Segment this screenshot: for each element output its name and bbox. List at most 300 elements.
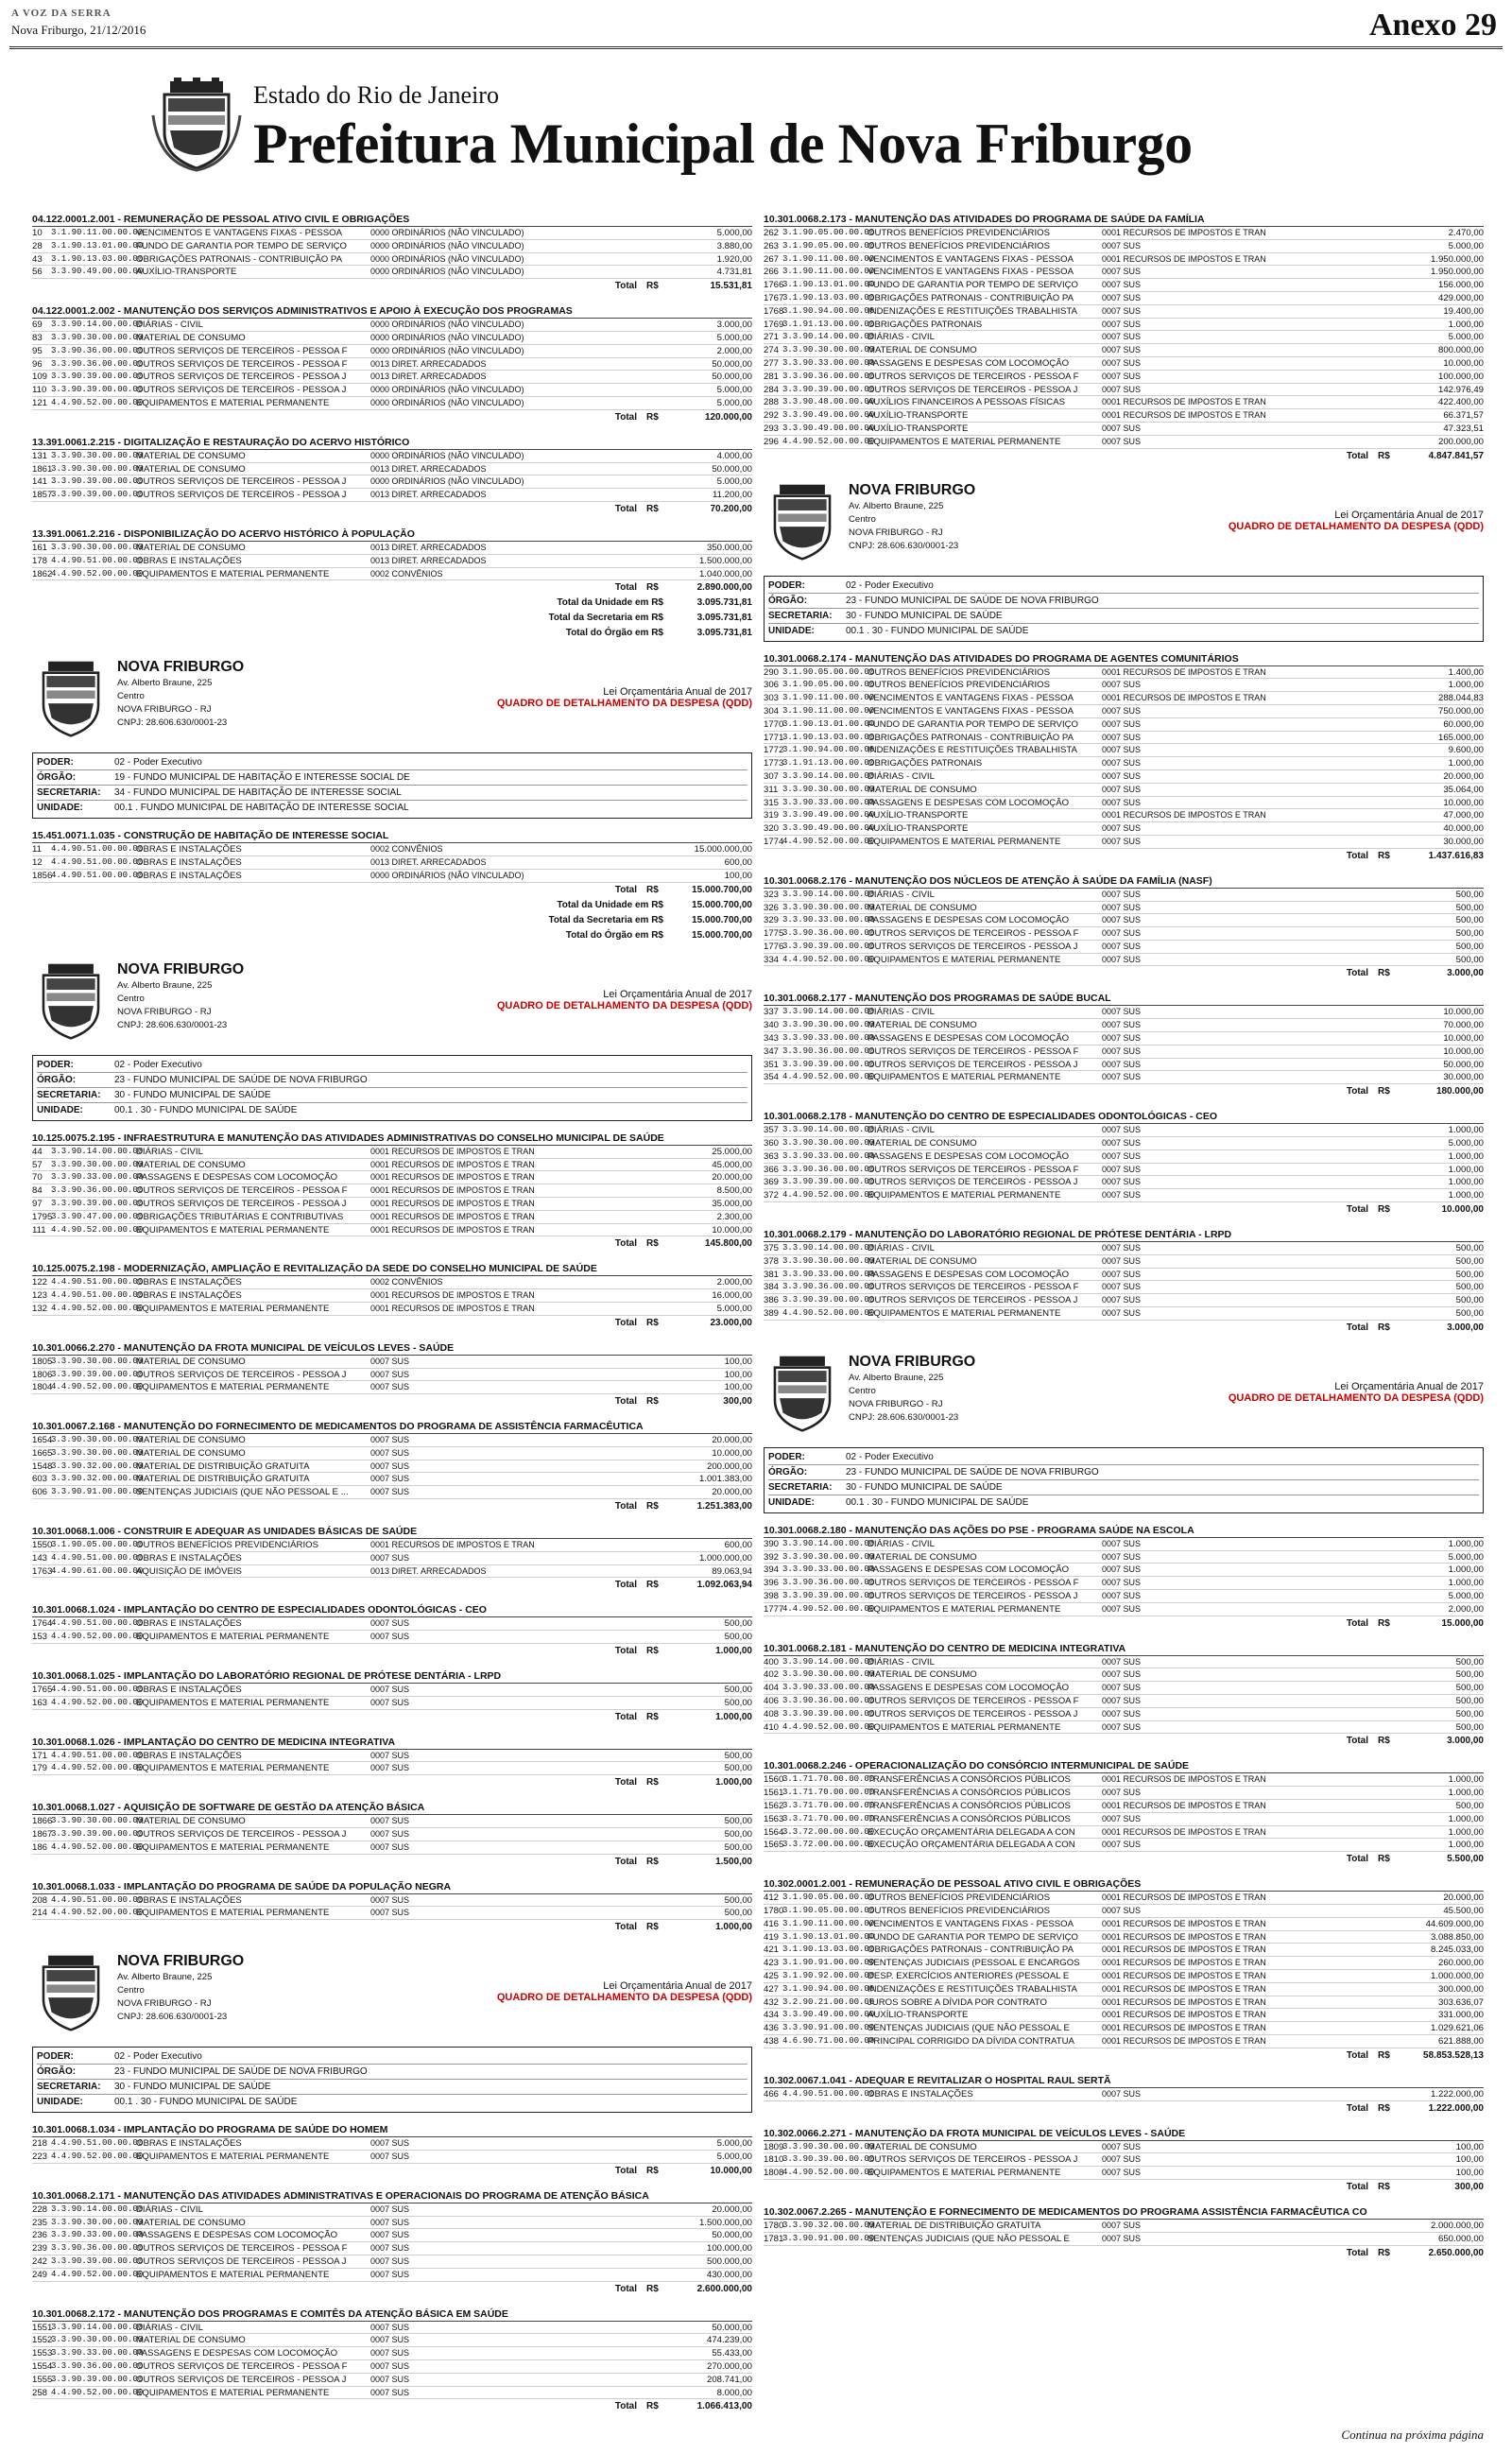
budget-section — [32, 527, 752, 641]
table-row — [764, 784, 1484, 797]
section-total — [764, 2048, 1484, 2064]
amount: 1.029.621,06 — [1430, 2023, 1484, 2034]
row-number: 343 — [764, 1033, 780, 1045]
table-row — [764, 409, 1484, 423]
funding-source: 0007 SUS — [1102, 1020, 1142, 1030]
row-number: 171 — [32, 1750, 48, 1761]
funding-source: 0007 SUS — [1102, 1813, 1142, 1823]
expense-description: EQUIPAMENTOS E MATERIAL PERMANENTE — [868, 1603, 1061, 1615]
funding-source: 0002 CONVÊNIOS — [370, 844, 443, 855]
expense-description: MATERIAL DE CONSUMO — [868, 1138, 977, 1149]
expense-description: EQUIPAMENTOS E MATERIAL PERMANENTE — [868, 2168, 1061, 2179]
table-row — [32, 1815, 752, 1828]
funding-source: 0007 SUS — [1102, 2168, 1142, 2178]
funding-source: 0007 SUS — [1102, 267, 1142, 277]
expense-class: 3.3.90.30.00.00.00 — [51, 542, 144, 552]
expense-class: 3.3.90.33.00.00.00 — [782, 1683, 875, 1693]
row-number: 410 — [764, 1721, 780, 1733]
total-label: Total — [614, 1777, 637, 1789]
funding-source: 0007 SUS — [370, 2230, 410, 2240]
expense-description: OBRAS E INSTALAÇÕES — [868, 2088, 973, 2100]
amount: 1.000,00 — [1448, 1564, 1484, 1576]
amount: 10.000,00 — [1443, 1046, 1484, 1057]
row-number: 69 — [32, 320, 43, 331]
amount: 500,00 — [724, 1697, 752, 1708]
funding-source: 0001 RECURSOS DE IMPOSTOS E TRAN — [1102, 397, 1266, 407]
table-row — [32, 345, 752, 358]
expense-description: EQUIPAMENTOS E MATERIAL PERMANENTE — [868, 1721, 1061, 1733]
table-row — [764, 1813, 1484, 1826]
expense-description: OUTROS BENEFÍCIOS PREVIDENCIÁRIOS — [868, 240, 1050, 251]
expense-description: OUTROS SERVIÇOS DE TERCEIROS - PESSOA J — [136, 1829, 347, 1840]
funding-source: 0007 SUS — [1102, 1164, 1142, 1174]
expense-description: OUTROS SERVIÇOS DE TERCEIROS - PESSOA J — [868, 941, 1078, 952]
section-title: 10.301.0068.1.027 - AQUISIÇÃO DE SOFTWARE DE GESTÃO DA ATENÇÃO BÁSICA — [32, 1800, 752, 1815]
expense-class: 3.3.90.39.00.00.00 — [782, 1059, 875, 1069]
municipality-name: NOVA FRIBURGO — [117, 659, 245, 676]
expense-description: EQUIPAMENTOS E MATERIAL PERMANENTE — [868, 1308, 1061, 1320]
row-number: 1805 — [32, 1356, 53, 1367]
row-number: 357 — [764, 1125, 780, 1136]
total-label: Total — [614, 884, 637, 895]
table-row — [764, 1307, 1484, 1321]
section-title: 10.125.0075.2.198 - MODERNIZAÇÃO, AMPLIAÇÃO E REVITALIZAÇÃO DA SEDE DO CONSELHO MUNICIPAL DE SAÚDE — [32, 1261, 752, 1276]
secretaria-line-value: 30 - FUNDO MUNICIPAL DE SAÚDE — [114, 2082, 271, 2093]
amount: 10.000,00 — [1443, 1007, 1484, 1018]
expense-description: AUXÍLIO-TRANSPORTE — [868, 823, 969, 835]
amount: 100.000,00 — [706, 2243, 752, 2255]
amount: 1.222.000,00 — [1430, 2088, 1484, 2100]
section-total — [764, 2101, 1484, 2117]
district: Centro — [117, 691, 145, 702]
row-number: 1810 — [764, 2154, 784, 2166]
amount: 10.000,00 — [712, 1447, 752, 1459]
funding-source: 0007 SUS — [370, 1697, 410, 1707]
funding-source: 0001 RECURSOS DE IMPOSTOS E TRAN — [1102, 693, 1266, 703]
expense-description: OUTROS SERVIÇOS DE TERCEIROS - PESSOA F — [136, 2361, 348, 2372]
funding-source: 0000 ORDINÁRIOS (NÃO VINCULADO) — [370, 450, 524, 460]
poder-line — [768, 579, 1479, 594]
table-row — [764, 1164, 1484, 1177]
expense-description: OUTROS SERVIÇOS DE TERCEIROS - PESSOA J — [136, 490, 347, 501]
table-row — [764, 692, 1484, 705]
amount: 750.000,00 — [1437, 705, 1484, 717]
expense-class: 3.3.90.33.00.00.00 — [51, 2230, 144, 2240]
expense-class: 4.4.90.51.00.00.00 — [51, 1618, 144, 1629]
expense-description: MATERIAL DE CONSUMO — [868, 902, 977, 913]
expense-class: 3.1.90.11.00.00.00 — [782, 253, 875, 264]
currency: R$ — [646, 582, 659, 594]
section-title: 15.451.0071.1.035 - CONSTRUÇÃO DE HABITAÇÃO DE INTERESSE SOCIAL — [32, 828, 752, 843]
expense-description: EQUIPAMENTOS E MATERIAL PERMANENTE — [136, 397, 330, 408]
row-number: 347 — [764, 1046, 780, 1057]
funding-source: 0007 SUS — [1102, 1683, 1142, 1693]
secretaria-line — [37, 1088, 747, 1103]
district: Centro — [117, 1985, 145, 1996]
expense-class: 3.3.71.70.00.00.00 — [782, 1800, 875, 1810]
table-row — [764, 1150, 1484, 1164]
funding-source: 0001 RECURSOS DE IMPOSTOS E TRAN — [1102, 1931, 1266, 1942]
expense-description: SENTENÇAS JUDICIAIS (PESSOAL E ENCARGOS — [868, 1958, 1080, 1969]
expense-class: 3.3.90.39.00.00.00 — [51, 385, 144, 395]
row-number: 1560 — [764, 1774, 784, 1786]
expense-description: EQUIPAMENTOS E MATERIAL PERMANENTE — [136, 1632, 330, 1643]
section-total — [32, 410, 752, 425]
expense-description: OUTROS SERVIÇOS DE TERCEIROS - PESSOA J — [136, 2374, 347, 2385]
funding-source: 0007 SUS — [1102, 1578, 1142, 1588]
table-row — [32, 1198, 752, 1211]
table-row — [32, 1907, 752, 1920]
expense-class: 4.4.90.52.00.00.00 — [51, 1697, 144, 1707]
expense-class: 3.3.90.30.00.00.00 — [782, 784, 875, 794]
coat-of-arms-icon — [32, 1952, 110, 2033]
expense-description: TRANSFERÊNCIAS A CONSÓRCIOS PÚBLICOS — [868, 1813, 1071, 1824]
row-number: 320 — [764, 823, 780, 835]
expense-class: 3.3.90.36.00.00.00 — [51, 1185, 144, 1196]
expense-class: 3.3.72.00.00.00.00 — [782, 1826, 875, 1837]
expense-description: DIÁRIAS - CIVIL — [868, 1007, 935, 1018]
budget-law — [497, 658, 752, 743]
funding-source: 0000 ORDINÁRIOS (NÃO VINCULADO) — [370, 320, 524, 330]
total-amount: 2.650.000,00 — [1428, 2247, 1484, 2258]
grand-total-label: Total da Secretaria em R$ — [548, 613, 663, 624]
funding-source: 0007 SUS — [370, 1447, 410, 1458]
expense-description: DIÁRIAS - CIVIL — [868, 1243, 935, 1254]
expense-class: 3.1.90.13.03.00.00 — [782, 1944, 875, 1955]
amount: 1.000,00 — [1448, 1813, 1484, 1824]
funding-source: 0007 SUS — [370, 1750, 410, 1760]
expense-description: DESP. EXERCÍCIOS ANTERIORES (PESSOAL E — [868, 1970, 1070, 1981]
district: Centro — [849, 513, 876, 525]
funding-source: 0007 SUS — [370, 1841, 410, 1852]
section-title: 10.301.0068.2.177 - MANUTENÇÃO DOS PROGRAMAS DE SAÚDE BUCAL — [764, 991, 1484, 1006]
orgao-line — [768, 1465, 1479, 1480]
municipality-info — [117, 658, 244, 743]
row-number: 311 — [764, 784, 779, 795]
funding-source: 0007 SUS — [1102, 1708, 1142, 1719]
expense-description: PASSAGENS E DESPESAS COM LOCOMOÇÃO — [868, 1033, 1070, 1045]
section-title: 10.301.0068.2.176 - MANUTENÇÃO DOS NÚCLEOS DE ATENÇÃO À SAÚDE DA FAMÍLIA (NASF) — [764, 873, 1484, 889]
amount: 30.000,00 — [1443, 836, 1484, 847]
expense-description: VENCIMENTOS E VANTAGENS FIXAS - PESSOA — [868, 705, 1074, 717]
amount: 5.000,00 — [716, 476, 752, 488]
table-row — [764, 253, 1484, 267]
amount: 8.000,00 — [716, 2387, 752, 2398]
currency: R$ — [646, 1238, 659, 1250]
row-number: 236 — [32, 2230, 48, 2241]
section-title: 10.301.0068.1.034 - IMPLANTAÇÃO DO PROGRAMA DE SAÚDE DO HOMEM — [32, 2122, 752, 2137]
budget-section — [32, 1668, 752, 1725]
total-label: Total — [1346, 2181, 1368, 2192]
expense-description: OUTROS SERVIÇOS DE TERCEIROS - PESSOA J — [868, 2154, 1078, 2166]
row-number: 1552 — [32, 2335, 53, 2346]
row-number: 1774 — [764, 836, 784, 847]
expense-description: DIÁRIAS - CIVIL — [868, 1656, 935, 1668]
total-label: Total — [614, 1396, 637, 1408]
secretaria-line-value: 30 - FUNDO MUNICIPAL DE SAÚDE — [846, 610, 1003, 621]
section-total — [32, 502, 752, 517]
secretaria-line-label: SECRETARIA: — [768, 610, 833, 621]
row-number: 28 — [32, 240, 43, 251]
expense-description: OUTROS SERVIÇOS DE TERCEIROS - PESSOA J — [136, 385, 347, 396]
table-row — [32, 1697, 752, 1710]
funding-source: 0001 RECURSOS DE IMPOSTOS E TRAN — [1102, 1970, 1266, 1980]
funding-source: 0001 RECURSOS DE IMPOSTOS E TRAN — [1102, 1826, 1266, 1837]
funding-source: 0007 SUS — [1102, 928, 1142, 939]
row-number: 242 — [32, 2256, 48, 2268]
expense-description: OUTROS SERVIÇOS DE TERCEIROS - PESSOA J — [136, 1198, 347, 1209]
expense-description: AUXÍLIO-TRANSPORTE — [868, 2010, 969, 2021]
table-row — [32, 371, 752, 384]
table-row — [32, 2137, 752, 2151]
expense-class: 3.1.71.70.00.00.00 — [782, 1774, 875, 1785]
table-row — [32, 319, 752, 332]
funding-source: 0007 SUS — [1102, 1150, 1142, 1161]
row-number: 214 — [32, 1908, 48, 1919]
unidade-line-label: UNIDADE: — [37, 2097, 83, 2108]
cnpj: CNPJ: 28.606.630/0001-23 — [117, 2012, 228, 2023]
table-row — [764, 1656, 1484, 1669]
amount: 4.731,81 — [716, 267, 752, 278]
total-amount: 15.000.700,00 — [692, 884, 752, 895]
section-title: 04.122.0001.2.002 - MANUTENÇÃO DOS SERVIÇOS ADMINISTRATIVOS E APOIO À EXECUÇÃO DOS PROGRAMAS — [32, 303, 752, 319]
amount: 1.000,00 — [1448, 1774, 1484, 1786]
city-line — [849, 527, 975, 540]
law-title: Lei Orçamentária Anual de 2017 — [1334, 509, 1484, 521]
orgao-line — [37, 2065, 747, 2080]
section-title: 13.391.0061.2.216 - DISPONIBILIZAÇÃO DO ACERVO HISTÓRICO À POPULAÇÃO — [32, 527, 752, 542]
total-amount: 58.853.528,13 — [1423, 2049, 1484, 2061]
org-block — [764, 576, 1484, 642]
funding-source: 0007 SUS — [370, 1618, 410, 1629]
expense-description: MATERIAL DE DISTRIBUIÇÃO GRATUITA — [136, 1474, 310, 1485]
address: Av. Alberto Braune, 225 — [117, 1972, 213, 1983]
amount: 500,00 — [724, 1632, 752, 1643]
expense-class: 3.3.90.30.00.00.00 — [51, 332, 144, 342]
amount: 20.000,00 — [712, 1435, 752, 1446]
expense-class: 3.3.90.30.00.00.00 — [782, 1255, 875, 1266]
funding-source: 0007 SUS — [1102, 1125, 1142, 1135]
table-row — [32, 1171, 752, 1184]
amount: 500,00 — [724, 1685, 752, 1696]
table-row — [32, 332, 752, 345]
funding-source: 0007 SUS — [1102, 319, 1142, 329]
table-row — [764, 1019, 1484, 1032]
expense-description: EQUIPAMENTOS E MATERIAL PERMANENTE — [136, 2152, 330, 2163]
section-title: 10.301.0068.1.033 - IMPLANTAÇÃO DO PROGRAMA DE SAÚDE DA POPULAÇÃO NEGRA — [32, 1879, 752, 1894]
funding-source: 0007 SUS — [1102, 1059, 1142, 1069]
orgao-line-value: 23 - FUNDO MUNICIPAL DE SAÚDE DE NOVA FRIBURGO — [114, 2066, 368, 2078]
grand-total — [32, 626, 752, 641]
expense-description: PASSAGENS E DESPESAS COM LOCOMOÇÃO — [868, 1564, 1070, 1576]
grand-total-amount: 3.095.731,81 — [696, 613, 752, 624]
expense-class: 3.3.90.33.00.00.00 — [782, 797, 875, 807]
currency: R$ — [1378, 850, 1390, 861]
section-title: 10.301.0068.2.246 - OPERACIONALIZAÇÃO DO CONSÓRCIO INTERMUNICIPAL DE SAÚDE — [764, 1758, 1484, 1773]
table-row — [32, 1684, 752, 1697]
table-row — [764, 1957, 1484, 1970]
secretaria-line-value: 30 - FUNDO MUNICIPAL DE SAÚDE — [846, 1481, 1003, 1493]
funding-source: 0007 SUS — [370, 2361, 410, 2371]
expense-class: 3.3.90.14.00.00.00 — [51, 2322, 144, 2332]
currency: R$ — [646, 411, 659, 423]
amount: 474.239,00 — [706, 2335, 752, 2346]
currency: R$ — [646, 1501, 659, 1512]
publication-name: A VOZ DA SERRA — [11, 8, 112, 19]
amount: 45.500,00 — [1443, 1905, 1484, 1916]
budget-section — [764, 873, 1484, 982]
amount: 1.500.000,00 — [698, 555, 752, 566]
amount: 200.000,00 — [706, 1460, 752, 1472]
expense-class: 3.3.71.70.00.00.00 — [782, 1813, 875, 1823]
city: NOVA FRIBURGO — [117, 1006, 193, 1017]
row-number: 208 — [32, 1894, 48, 1906]
expense-description: OUTROS BENEFÍCIOS PREVIDENCIÁRIOS — [868, 680, 1050, 691]
funding-source: 0007 SUS — [1102, 1603, 1142, 1614]
funding-source: 0007 SUS — [1102, 371, 1142, 381]
orgao-line — [768, 594, 1479, 609]
expense-class: 3.3.90.39.00.00.00 — [51, 476, 144, 487]
amount: 100,00 — [724, 1369, 752, 1380]
table-row — [764, 1839, 1484, 1852]
section-total — [32, 1644, 752, 1659]
amount: 3.088.850,00 — [1430, 1931, 1484, 1943]
funding-source: 0007 SUS — [370, 2269, 410, 2279]
table-row — [764, 384, 1484, 397]
funding-source: 0001 RECURSOS DE IMPOSTOS E TRAN — [370, 1303, 535, 1313]
row-number: 122 — [32, 1277, 48, 1288]
expense-class: 3.3.90.36.00.00.00 — [782, 1282, 875, 1292]
table-row — [32, 1539, 752, 1552]
amount: 142.976,49 — [1437, 384, 1484, 395]
expense-description: OBRIGAÇÕES PATRONAIS — [868, 758, 983, 769]
funding-source: 0013 DIRET. ARRECADADOS — [370, 542, 487, 552]
amount: 60.000,00 — [1443, 718, 1484, 730]
funding-source: 0007 SUS — [370, 2256, 410, 2267]
amount: 5.000,00 — [1448, 1138, 1484, 1149]
row-number: 372 — [764, 1190, 780, 1201]
row-number: 419 — [764, 1931, 780, 1943]
total-amount: 3.000,00 — [1447, 968, 1484, 979]
funding-source: 0001 RECURSOS DE IMPOSTOS E TRAN — [370, 1146, 535, 1156]
amount: 20.000,00 — [712, 1487, 752, 1498]
table-row — [32, 1303, 752, 1316]
expense-class: 3.3.90.14.00.00.00 — [51, 2203, 144, 2214]
row-number: 163 — [32, 1697, 48, 1708]
expense-description: MATERIAL DE CONSUMO — [136, 1159, 246, 1170]
expense-class: 3.3.90.36.00.00.00 — [51, 358, 144, 369]
grand-total-label: Total da Unidade em R$ — [557, 597, 663, 609]
row-number: 606 — [32, 1487, 48, 1498]
row-number: 1808 — [764, 2168, 784, 2179]
amount: 40.000,00 — [1443, 823, 1484, 835]
total-label: Total — [614, 2401, 637, 2412]
total-label: Total — [1346, 1086, 1368, 1097]
row-number: 267 — [764, 253, 780, 265]
secretaria-line — [768, 1480, 1479, 1495]
cnpj: CNPJ: 28.606.630/0001-23 — [117, 1019, 228, 1030]
funding-source: 0007 SUS — [1102, 1905, 1142, 1915]
funding-source: 0007 SUS — [1102, 2220, 1142, 2230]
table-row — [764, 1931, 1484, 1944]
funding-source: 0001 RECURSOS DE IMPOSTOS E TRAN — [1102, 410, 1266, 421]
amount: 500,00 — [1455, 1669, 1484, 1681]
expense-description: DIÁRIAS - CIVIL — [136, 320, 203, 331]
table-row — [32, 1434, 752, 1447]
table-row — [32, 1841, 752, 1855]
city: NOVA FRIBURGO — [117, 1998, 193, 2010]
expense-description: SENTENÇAS JUDICIAIS (QUE NÃO PESSOAL E ... — [136, 1487, 349, 1498]
expense-description: OBRAS E INSTALAÇÕES — [136, 1894, 242, 1906]
table-row — [32, 1224, 752, 1237]
row-number: 425 — [764, 1970, 780, 1981]
expense-description: OUTROS SERVIÇOS DE TERCEIROS - PESSOA J — [868, 1295, 1078, 1306]
city: NOVA FRIBURGO — [117, 704, 193, 716]
total-amount: 1.000,00 — [715, 1646, 752, 1657]
total-amount: 1.066.413,00 — [696, 2401, 752, 2412]
expense-description: OBRAS E INSTALAÇÕES — [136, 844, 242, 855]
municipality-info — [117, 960, 244, 1046]
row-number: 315 — [764, 797, 780, 808]
section-total — [764, 2246, 1484, 2261]
row-number: 110 — [32, 385, 47, 396]
expense-description: DIÁRIAS - CIVIL — [136, 2203, 203, 2215]
expense-description: OUTROS SERVIÇOS DE TERCEIROS - PESSOA J — [868, 1708, 1078, 1720]
expense-description: OUTROS BENEFÍCIOS PREVIDENCIÁRIOS — [868, 1905, 1050, 1916]
amount: 35.000,00 — [712, 1198, 752, 1209]
funding-source: 0007 SUS — [1102, 332, 1142, 342]
row-number: 1773 — [764, 758, 784, 769]
expense-class: 3.1.90.11.00.00.00 — [782, 705, 875, 716]
poder-line — [37, 2049, 747, 2065]
table-row — [764, 292, 1484, 305]
budget-law — [497, 1952, 752, 2037]
table-row — [32, 843, 752, 856]
row-number: 223 — [32, 2152, 48, 2163]
row-number: 239 — [32, 2243, 48, 2255]
unidade-line — [768, 624, 1479, 639]
funding-source: 0007 SUS — [370, 1369, 410, 1379]
orgao-line-label: ÓRGÃO: — [768, 1466, 808, 1478]
table-row — [764, 1970, 1484, 1983]
row-number: 351 — [764, 1059, 780, 1070]
law-title: Lei Orçamentária Anual de 2017 — [1334, 1380, 1484, 1392]
amount: 500,00 — [1455, 1295, 1484, 1306]
expense-description: PASSAGENS E DESPESAS COM LOCOMOÇÃO — [868, 1683, 1070, 1694]
currency: R$ — [646, 1317, 659, 1328]
amount: 260.000,00 — [1437, 1958, 1484, 1969]
table-row — [32, 2217, 752, 2230]
funding-source: 0007 SUS — [370, 2387, 410, 2397]
expense-class: 3.3.90.33.00.00.00 — [782, 915, 875, 925]
amount: 2.000.000,00 — [1430, 2220, 1484, 2231]
expense-description: AUXÍLIO-TRANSPORTE — [868, 410, 969, 422]
section-title: 10.301.0068.2.180 - MANUTENÇÃO DAS AÇÕES DO PSE - PROGRAMA SAÚDE NA ESCOLA — [764, 1523, 1484, 1538]
amount: 600,00 — [724, 857, 752, 869]
funding-source: 0001 RECURSOS DE IMPOSTOS E TRAN — [1102, 1958, 1266, 1968]
expense-class: 3.3.72.00.00.00.00 — [782, 1840, 875, 1850]
table-row — [32, 2334, 752, 2347]
expense-class: 3.3.90.33.00.00.00 — [782, 357, 875, 368]
table-row — [764, 744, 1484, 757]
amount: 100.000,00 — [1437, 371, 1484, 382]
secretaria-line — [37, 786, 747, 801]
total-amount: 15.531,81 — [710, 281, 752, 292]
qdd-subtitle: QUADRO DE DETALHAMENTO DA DESPESA (QDD) — [496, 999, 752, 1011]
budget-law — [1228, 1353, 1484, 1438]
table-row — [764, 1255, 1484, 1269]
row-number: 1561 — [764, 1788, 784, 1799]
